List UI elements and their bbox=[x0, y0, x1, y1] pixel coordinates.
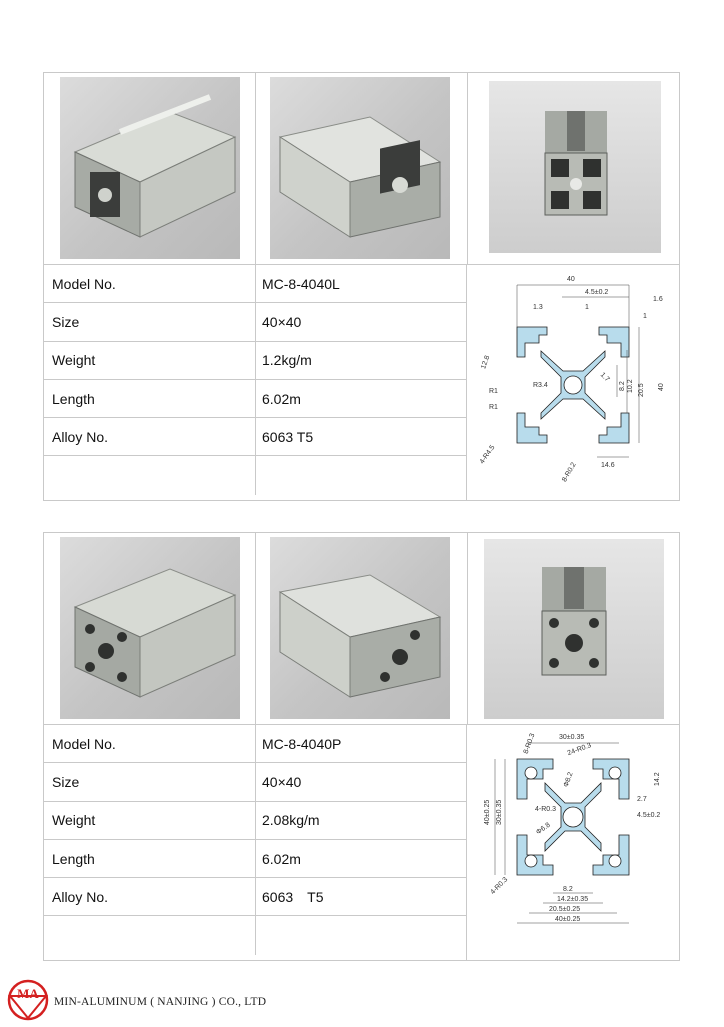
cross-section-drawing bbox=[467, 725, 679, 960]
table-row bbox=[44, 802, 466, 840]
dim-label: 40 bbox=[658, 383, 665, 391]
table-row bbox=[44, 303, 466, 341]
spec-section bbox=[44, 725, 679, 960]
dim-label: 14.2±0.35 bbox=[557, 896, 589, 903]
cross-section-drawing-svg bbox=[467, 265, 679, 495]
dim-label: 2.7 bbox=[637, 796, 647, 803]
table-row bbox=[44, 380, 466, 418]
spec-label-size: Size bbox=[44, 303, 256, 340]
profile-photo-front bbox=[484, 539, 664, 719]
dim-label: 4.5±0.2 bbox=[637, 812, 661, 819]
spec-value-empty bbox=[256, 456, 466, 494]
table-row bbox=[44, 725, 466, 763]
dim-label: 14.2 bbox=[654, 772, 661, 786]
spec-table bbox=[44, 265, 467, 500]
spec-value-alloy: 6063 T5 bbox=[262, 428, 314, 445]
photo-cell bbox=[256, 533, 468, 724]
table-row bbox=[44, 916, 466, 954]
dim-label: 40 bbox=[567, 276, 575, 283]
spec-value-weight: 1.2kg/m bbox=[262, 352, 312, 369]
photo-cell bbox=[44, 533, 256, 724]
spec-value-length: 6.02m bbox=[262, 390, 301, 407]
table-row bbox=[44, 840, 466, 878]
company-name: MIN-ALUMINUM ( NANJING ) CO., LTD bbox=[54, 996, 267, 1008]
dim-label: 20.5 bbox=[638, 383, 645, 397]
dim-label: 8.2 bbox=[619, 381, 626, 391]
dim-label: Φ8.2 bbox=[562, 771, 575, 789]
photo-cell bbox=[468, 73, 679, 264]
profile-photo-center bbox=[270, 537, 450, 719]
spec-label-weight: Weight bbox=[44, 342, 256, 379]
dim-label: 10.2 bbox=[627, 379, 634, 393]
dim-label: R1 bbox=[489, 388, 498, 395]
dim-label: R3.4 bbox=[533, 382, 548, 389]
spec-value-length: 6.02m bbox=[262, 850, 301, 867]
dim-label: 1 bbox=[643, 313, 647, 320]
dim-label: R1 bbox=[489, 404, 498, 411]
photo-cell bbox=[468, 533, 679, 724]
dim-label: 1 bbox=[585, 304, 589, 311]
logo-text: MA bbox=[17, 986, 39, 1001]
spec-value-empty bbox=[256, 916, 466, 954]
spec-value-model: MC-8-4040P bbox=[262, 735, 342, 752]
profile-photo-front-image bbox=[484, 539, 664, 719]
dim-label: 14.6 bbox=[601, 462, 615, 469]
dim-label: 8.2 bbox=[563, 886, 573, 893]
spec-label-model: Model No. bbox=[44, 265, 256, 302]
dim-label: 40±0.25 bbox=[555, 916, 581, 923]
dim-label: 1.7 bbox=[598, 371, 611, 384]
photo-row bbox=[44, 73, 679, 265]
spec-value-weight: 2.08kg/m bbox=[262, 812, 320, 829]
dim-label: 24-R0.3 bbox=[566, 742, 593, 758]
dim-label: 30±0.35 bbox=[496, 799, 503, 825]
spec-value-alloy: 6063 T5 bbox=[262, 888, 324, 905]
profile-photo-center-image bbox=[270, 537, 450, 719]
spec-label-weight: Weight bbox=[44, 802, 256, 839]
spec-label-empty bbox=[44, 916, 256, 954]
product-sheet-2 bbox=[43, 532, 680, 961]
dim-label: 4-R4.5 bbox=[478, 444, 497, 466]
spec-value-size: 40×40 bbox=[262, 773, 302, 790]
spec-label-alloy: Alloy No. bbox=[44, 418, 256, 455]
dim-label: 4-R0.3 bbox=[489, 876, 510, 897]
dim-label: 4-R0.3 bbox=[535, 806, 557, 813]
dim-label: 12.8 bbox=[480, 354, 492, 371]
product-sheet-1 bbox=[43, 72, 680, 501]
spec-label-length: Length bbox=[44, 840, 256, 877]
table-row bbox=[44, 763, 466, 801]
dim-label: 30±0.35 bbox=[559, 734, 585, 741]
dim-label: 40±0.25 bbox=[484, 799, 491, 825]
profile-photo-left-image bbox=[60, 537, 240, 719]
company-logo bbox=[6, 978, 50, 1022]
table-row bbox=[44, 418, 466, 456]
dim-label: 8-R0.3 bbox=[522, 732, 537, 755]
table-row bbox=[44, 265, 466, 303]
spec-label-empty bbox=[44, 456, 256, 494]
table-row bbox=[44, 878, 466, 916]
company-logo-mark bbox=[6, 978, 50, 1022]
spec-label-alloy: Alloy No. bbox=[44, 878, 256, 915]
spec-section bbox=[44, 265, 679, 500]
spec-value-model: MC-8-4040L bbox=[262, 275, 340, 292]
table-row bbox=[44, 342, 466, 380]
dim-label: Φ6.8 bbox=[535, 821, 552, 837]
dim-label: 20.5±0.25 bbox=[549, 906, 581, 913]
dim-label: 1.6 bbox=[653, 296, 663, 303]
dim-label: 4.5±0.2 bbox=[585, 289, 609, 296]
dim-label: 8-R0.2 bbox=[561, 461, 578, 484]
spec-label-model: Model No. bbox=[44, 725, 256, 762]
spec-label-size: Size bbox=[44, 763, 256, 800]
table-row bbox=[44, 456, 466, 494]
cross-section-drawing-svg bbox=[467, 725, 679, 955]
cross-section-drawing bbox=[467, 265, 679, 500]
photo-cell bbox=[256, 73, 468, 264]
profile-photo-center bbox=[270, 77, 450, 259]
profile-photo-front-image bbox=[489, 81, 661, 253]
spec-table bbox=[44, 725, 467, 960]
photo-row bbox=[44, 533, 679, 725]
profile-photo-left bbox=[60, 537, 240, 719]
profile-photo-left-image bbox=[60, 77, 240, 259]
profile-photo-front bbox=[489, 81, 661, 253]
photo-cell bbox=[44, 73, 256, 264]
profile-photo-center-image bbox=[270, 77, 450, 259]
profile-photo-left bbox=[60, 77, 240, 259]
dim-label: 1.3 bbox=[533, 304, 543, 311]
spec-label-length: Length bbox=[44, 380, 256, 417]
spec-value-size: 40×40 bbox=[262, 313, 302, 330]
